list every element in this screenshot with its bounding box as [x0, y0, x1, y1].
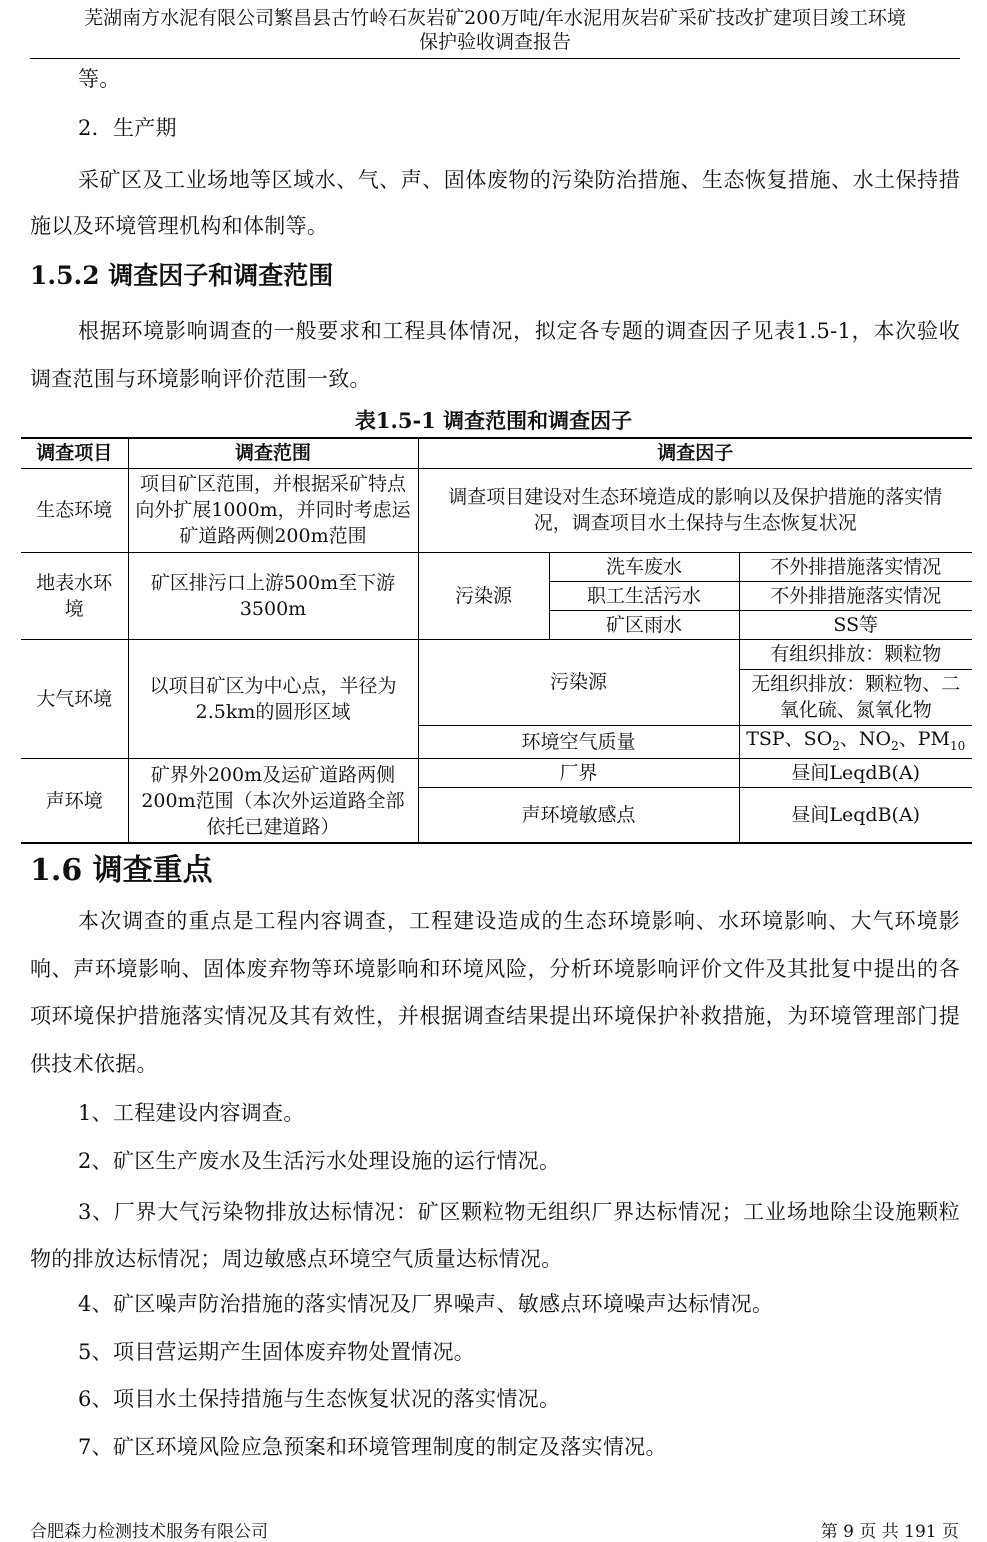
ecology-factor: 调查项目建设对生态环境造成的影响以及保护措施的落实情况，调查项目水土保持与生态恢复状况	[418, 468, 972, 552]
section-heading-16: 1.6 调查重点	[30, 853, 213, 888]
table-caption: 表1.5-1 调查范围和调查因子	[354, 408, 633, 433]
ecology-item: 生态环境	[21, 468, 128, 552]
noise-item: 声环境	[21, 759, 128, 843]
water-row-name: 职工生活污水	[549, 581, 739, 610]
water-source: 污染源	[418, 552, 549, 639]
water-row-factor: 不外排措施落实情况	[739, 552, 972, 581]
noise-boundary-factor: 昼间LeqdB(A)	[739, 759, 972, 788]
air-scope: 以项目矿区为中心点，半径为2.5km的圆形区域	[128, 639, 418, 759]
water-item: 地表水环境	[21, 552, 128, 639]
air-source: 污染源	[418, 639, 739, 725]
noise-scope: 矿界外200m及运矿道路两侧200m范围（本次外运道路全部依托已建道路）	[128, 759, 418, 843]
noise-sensitive: 声环境敏感点	[418, 788, 739, 843]
noise-sensitive-factor: 昼间LeqdB(A)	[739, 788, 972, 843]
col-header-scope: 调查范围	[128, 438, 418, 468]
production-heading: 2．生产期	[78, 116, 177, 140]
list-item: 2、矿区生产废水及生活污水处理设施的运行情况。	[78, 1149, 561, 1173]
paragraph-tail: 等。	[78, 67, 121, 91]
air-item: 大气环境	[21, 639, 128, 759]
header-rule	[30, 58, 960, 59]
water-row-factor: 不外排措施落实情况	[739, 581, 972, 610]
noise-boundary: 厂界	[418, 759, 739, 788]
col-header-factor: 调查因子	[418, 438, 972, 468]
page-header	[30, 6, 960, 54]
footer-page-number: 第 9 页 共 191 页	[820, 1522, 959, 1542]
header-title-line1: 芜湖南方水泥有限公司繁昌县古竹岭石灰岩矿200万吨/年水泥用灰岩矿采矿技改扩建项目竣工环境	[84, 7, 906, 29]
list-item: 7、矿区环境风险应急预案和环境管理制度的制定及落实情况。	[78, 1435, 667, 1459]
water-row-name: 洗车废水	[549, 552, 739, 581]
ecology-scope: 项目矿区范围，并根据采矿特点向外扩展1000m，并同时考虑运矿道路两侧200m范围	[128, 468, 418, 552]
footer-company: 合肥森力检测技术服务有限公司	[30, 1522, 268, 1542]
section-152-text: 根据环境影响调查的一般要求和工程具体情况，拟定各专题的调查因子见表1.5-1，本次验收调查范围与环境影响评价范围一致。	[30, 319, 960, 391]
list-item: 6、项目水土保持措施与生态恢复状况的落实情况。	[78, 1387, 561, 1411]
production-text: 采矿区及工业场地等区域水、气、声、固体废物的污染防治措施、生态恢复措施、水土保持措施以及环境管理机构和体制等。	[30, 168, 960, 238]
survey-table	[21, 437, 972, 844]
air-organized: 有组织排放：颗粒物	[739, 639, 972, 669]
list-item: 4、矿区噪声防治措施的落实情况及厂界噪声、敏感点环境噪声达标情况。	[78, 1292, 774, 1316]
air-quality-factor: TSP、$SO_2$、$NO_2$、$PM_{10}$	[739, 725, 972, 759]
list-item: 5、项目营运期产生固体废弃物处置情况。	[78, 1340, 476, 1364]
section-heading-152: 1.5.2 调查因子和调查范围	[30, 261, 334, 290]
header-title-line2: 保护验收调查报告	[418, 31, 571, 53]
water-row-factor: SS等	[739, 610, 972, 639]
water-scope: 矿区排污口上游500m至下游3500m	[128, 552, 418, 639]
col-header-item: 调查项目	[21, 438, 128, 468]
list-item: 3、厂界大气污染物排放达标情况：矿区颗粒物无组织厂界达标情况；工业场地除尘设施颗粒物的排放达标情况；周边敏感点环境空气质量达标情况。	[30, 1200, 960, 1271]
list-item: 1、工程建设内容调查。	[78, 1101, 305, 1125]
section-16-text: 本次调查的重点是工程内容调查，工程建设造成的生态环境影响、水环境影响、大气环境影响、声环境影响、固体废弃物等环境影响和环境风险，分析环境影响评价文件及其批复中提出的各项环境保护措施落实情况及其有效性，并根据调查结果提出环境保护补救措施，为环境管理部门提供技术依据。	[30, 909, 960, 1076]
air-quality: 环境空气质量	[418, 725, 739, 759]
water-row-name: 矿区雨水	[549, 610, 739, 639]
air-unorganized: 无组织排放：颗粒物、二氧化硫、氮氧化物	[739, 669, 972, 725]
